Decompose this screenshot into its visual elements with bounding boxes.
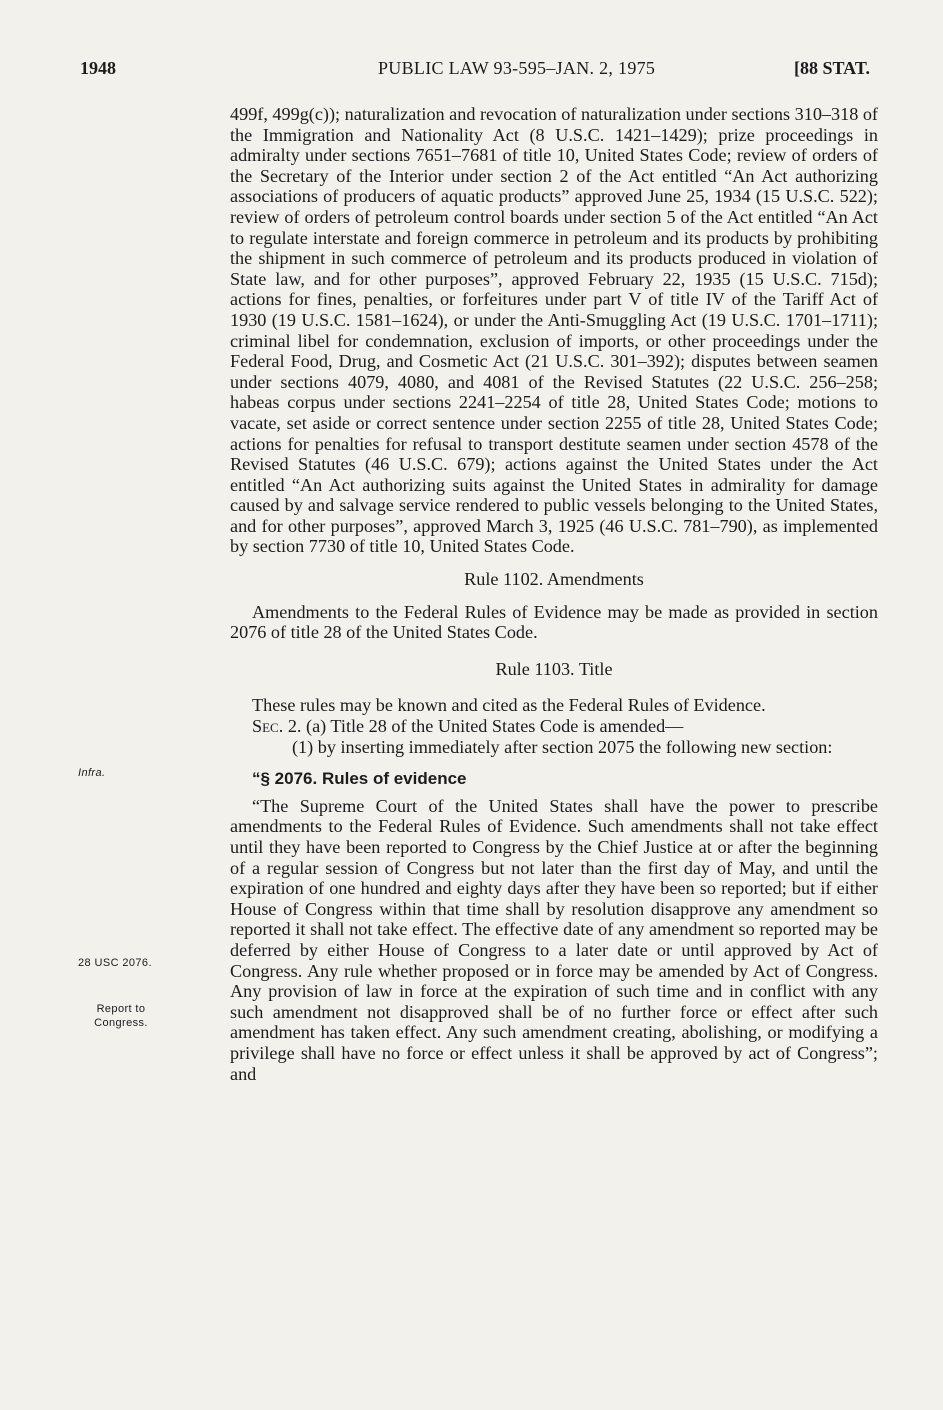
- sec-2-paragraph: [230, 716, 878, 737]
- sec-2-text: 2. (a) Title 28 of the United States Code is amended—: [287, 716, 684, 737]
- margin-note-infra: Infra.: [78, 767, 106, 779]
- margin-note-usc: 28 USC 2076.: [78, 957, 152, 969]
- rule-1103-heading: Rule 1103. Title: [495, 658, 613, 679]
- rule-1102-text: Amendments to the Federal Rules of Evidence may be made as provided in section 2076 of title 28 of the United States Code.: [230, 601, 878, 643]
- page-header: [80, 58, 870, 86]
- section-2076-heading: “§ 2076. Rules of evidence: [252, 769, 467, 789]
- section-2076-text: “The Supreme Court of the United States shall have the power to prescribe amendments to the Federal Rules of Evidence. Such amendments shall not take effect until they have been reported to Congress by the Chief Justice at or after the beginning of a regular session of Congress but not later than the first day of May, and until the expiration of one hundred and eighty days after they have been so reported; but if either House of Congress within that time shall by resolution disapprove any amendment so reported it shall not take effect. The effective date of any amendment so reported may be deferred by either House of Congress to a later date or until approved by Act of Congress. Any rule whether proposed or in force may be amended by Act of Congress. Any provision of law in force at the expiration of such time and in conflict with any such amendment not disapproved shall be of no further force or effect after such amendment has taken effect. Any such amendment creating, abolishing, or modifying a privilege shall have no force or effect unless it shall be approved by act of Congress”; and: [230, 795, 878, 1084]
- clause-1-text: (1) by inserting immediately after section 2075 the following new section:: [292, 736, 833, 757]
- margin-note-report: Report to Congress.: [94, 1003, 148, 1029]
- continuation-paragraph: 499f, 499g(c)); naturalization and revocation of naturalization under sections 310–318 of the Immigration and Nationality Act (8 U.S.C. 1421–1429); prize proceedings in admiralty under sections 7651–7681 of title 10, United States Code; review of orders of the Secretary of the Interior under section 2 of the Act entitled “An Act authorizing associations of producers of aquatic products” approved June 25, 1934 (15 U.S.C. 522); review of orders of petroleum control boards under section 5 of the Act entitled “An Act to regulate interstate and foreign commerce in petroleum and its products by prohibiting the shipment in such commerce of petroleum and its products produced in violation of State law, and for other purposes”, approved February 22, 1935 (15 U.S.C. 715d); actions for fines, penalties, or forfeitures under part V of title IV of the Tariff Act of 1930 (19 U.S.C. 1581–1624), or under the Anti-Smuggling Act (19 U.S.C. 1701–1711); criminal libel for condemnation, exclusion of imports, or other proceedings under the Federal Food, Drug, and Cosmetic Act (21 U.S.C. 301–392); disputes between seamen under sections 4079, 4080, and 4081 of the Revised Statutes (22 U.S.C. 256–258; habeas corpus under sections 2241–2254 of title 28, United States Code; motions to vacate, set aside or correct sentence under section 2255 of title 28, United States Code; actions for penalties for refusal to transport destitute seamen under section 4578 of the Revised Statutes (46 U.S.C. 679); actions against the United States under the Act entitled “An Act authorizing suits against the United States in admirality for damage caused by and salvage service rendered to public vessels belonging to the United States, and for other purposes”, approved March 3, 1925 (46 U.S.C. 781–790), as implemented by section 7730 of title 10, United States Code.: [230, 104, 878, 557]
- document-body: [230, 104, 878, 1084]
- statute-reference: [88 STAT.: [793, 58, 870, 78]
- page-number: 1948: [80, 58, 116, 78]
- running-title: PUBLIC LAW 93-595–JAN. 2, 1975: [378, 58, 656, 78]
- rule-1102-heading: Rule 1102. Amendments: [464, 569, 644, 590]
- rule-1103-text: These rules may be known and cited as the Federal Rules of Evidence.: [252, 695, 766, 716]
- sec-label: Sec.: [252, 716, 284, 737]
